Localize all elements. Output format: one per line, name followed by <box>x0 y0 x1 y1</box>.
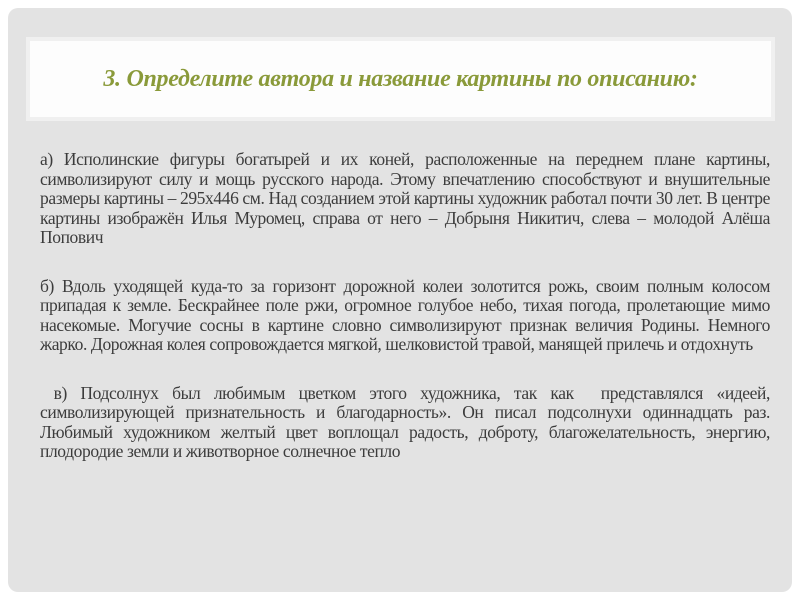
slide <box>8 8 792 592</box>
slide-title: 3. Определите автора и название картины по описанию: <box>103 65 698 92</box>
paragraph-c: в) Подсолнух был любимым цветком этого художника, так как представлялся «идеей, символизирующей признательность и благодарность». Он писал подсолнухи одиннадцать раз. Любимый художником желтый цвет воплощал радость, доброту, благожелательность, энергию, плодородие земли и животворное солнечное тепло <box>40 382 774 461</box>
slide-body <box>40 149 774 491</box>
paragraph-b: б) Вдоль уходящей куда-то за горизонт дорожной колеи золотится рожь, своим полным колосом припадая к земле. Бескрайнее поле ржи, огромное голубое небо, тихая погода, пролетающие мимо насекомые. Могучие сосны в картине словно символизируют признак величия Родины. Немного жарко. Дорожная колея сопровождается мягкой, шелковистой травой, манящей прилечь и отдохнуть <box>40 275 770 354</box>
paragraph-a: а) Исполинские фигуры богатырей и их коней, расположенные на переднем плане картины, символизируют силу и мощь русского народа. Этому впечатлению способствуют и внушительные размеры картины – 295х446 см. Над созданием этой картины художник работал почти 30 лет. В центре картины изображён Илья Муромец, справа от него – Добрыня Никитич, слева – молодой Алёша Попович <box>40 149 770 247</box>
title-box <box>30 41 771 117</box>
